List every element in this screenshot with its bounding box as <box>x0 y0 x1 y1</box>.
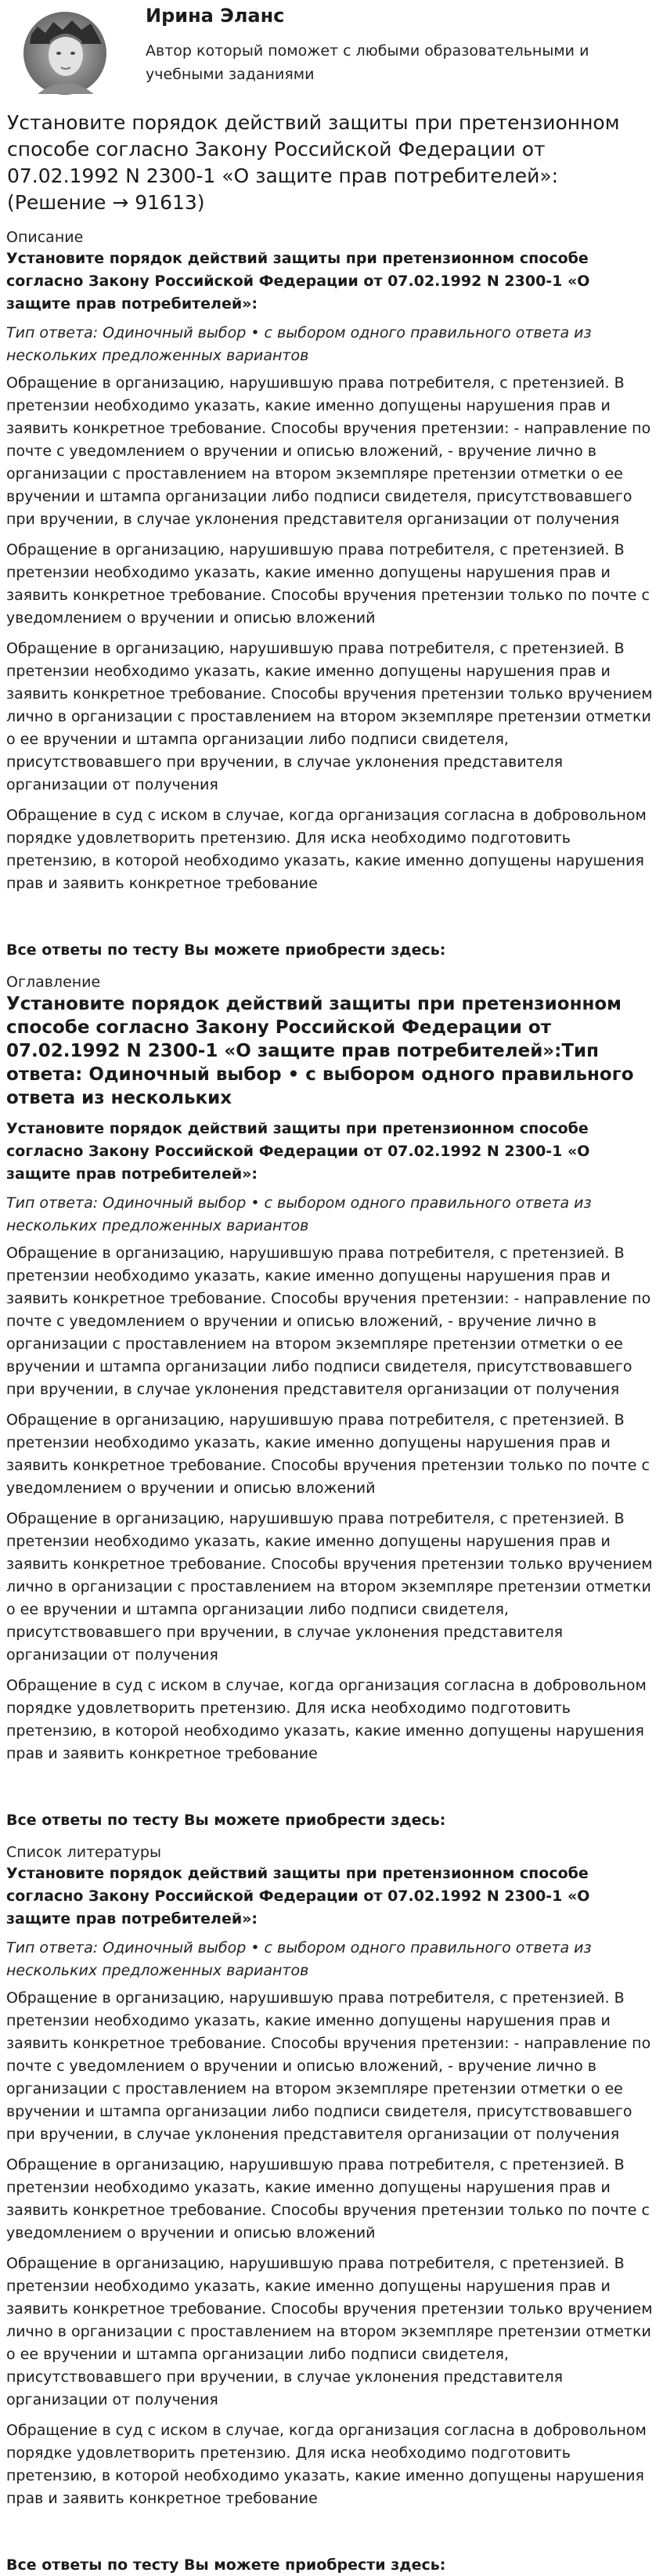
answer-option: Обращение в суд с иском в случае, когда организация согласна в добровольном порядке удовлетворить претензию. Для иска необходимо подготовить претензию, в которой необходимо указать, какие именно допущены нарушения прав и заявить конкретное требование <box>6 2422 647 2507</box>
toc-title: Установите порядок действий защиты при претензионном способе согласно Закону Российской Федерации от 07.02.1992 N 2300-1 «О защите прав потребителей»:Тип ответа: Одиночный выбор • с выбором одного правильного ответа из нескольких <box>6 994 634 1108</box>
question-type: Тип ответа: Одиночный выбор • с выбором одного правильного ответа из нескольких предложенных вариантов <box>6 324 592 364</box>
answer-option: Обращение в организацию, нарушившую права потребителя, с претензией. В претензии необходимо указать, какие именно допущены нарушения прав и заявить конкретное требование. Способы вручения претензии: - направление по почте с уведомлением о вручении и описью вложений, - вручение лично в организации с проставлением на втором экземпляре претензии отметки о ее вручении и штампа организации либо подписи свидетеля, присутствовавшего при вручении, в случае уклонения представителя организации от получения <box>6 1245 651 1398</box>
buy-answers-link[interactable]: Все ответы по тесту Вы можете приобрести здесь: <box>6 941 446 959</box>
question-title: Установите порядок действий защиты при претензионном способе согласно Закону Российской Федерации от 07.02.1992 N 2300-1 «О защите прав потребителей»: <box>6 1865 590 1927</box>
page-title: Установите порядок действий защиты при претензионном способе согласно Закону Российской Федерации от 07.02.1992 N 2300-1 «О защите прав потребителей»: (Решение → 91613) <box>7 111 620 214</box>
section-label-description: Описание <box>6 229 84 246</box>
author-bio: Автор который поможет с любыми образовательными и учебными заданиями <box>146 42 589 83</box>
answer-option: Обращение в организацию, нарушившую права потребителя, с претензией. В претензии необходимо указать, какие именно допущены нарушения прав и заявить конкретное требование. Способы вручения претензии только вручением лично в организации с проставлением на втором экземпляре претензии отметки о ее вручении и штампа организации либо подписи свидетеля, присутствовавшего при вручении, в случае уклонения представителя организации от получения <box>6 1510 653 1664</box>
answer-option: Обращение в суд с иском в случае, когда организация согласна в добровольном порядке удовлетворить претензию. Для иска необходимо подготовить претензию, в которой необходимо указать, какие именно допущены нарушения прав и заявить конкретное требование <box>6 807 647 892</box>
answer-option: Обращение в организацию, нарушившую права потребителя, с претензией. В претензии необходимо указать, какие именно допущены нарушения прав и заявить конкретное требование. Способы вручения претензии только по почте с уведомлением о вручении и описью вложений <box>6 2156 650 2242</box>
question-title: Установите порядок действий защиты при претензионном способе согласно Закону Российской Федерации от 07.02.1992 N 2300-1 «О защите прав потребителей»: <box>6 250 590 313</box>
author-avatar[interactable] <box>14 11 116 96</box>
author-name[interactable]: Ирина Эланс <box>146 5 285 27</box>
buy-answers-link[interactable]: Все ответы по тесту Вы можете приобрести здесь: <box>6 2556 446 2574</box>
answer-option: Обращение в организацию, нарушившую права потребителя, с претензией. В претензии необходимо указать, какие именно допущены нарушения прав и заявить конкретное требование. Способы вручения претензии только по почте с уведомлением о вручении и описью вложений <box>6 1411 650 1497</box>
answer-option: Обращение в организацию, нарушившую права потребителя, с претензией. В претензии необходимо указать, какие именно допущены нарушения прав и заявить конкретное требование. Способы вручения претензии только вручением лично в организации с проставлением на втором экземпляре претензии отметки о ее вручении и штампа организации либо подписи свидетеля, присутствовавшего при вручении, в случае уклонения представителя организации от получения <box>6 640 653 793</box>
answer-option: Обращение в суд с иском в случае, когда организация согласна в добровольном порядке удовлетворить претензию. Для иска необходимо подготовить претензию, в которой необходимо указать, какие именно допущены нарушения прав и заявить конкретное требование <box>6 1677 647 1762</box>
question-type: Тип ответа: Одиночный выбор • с выбором одного правильного ответа из нескольких предложенных вариантов <box>6 1939 592 1979</box>
question-title: Установите порядок действий защиты при претензионном способе согласно Закону Российской Федерации от 07.02.1992 N 2300-1 «О защите прав потребителей»: <box>6 1120 590 1183</box>
section-label-toc: Оглавление <box>6 974 101 991</box>
answer-option: Обращение в организацию, нарушившую права потребителя, с претензией. В претензии необходимо указать, какие именно допущены нарушения прав и заявить конкретное требование. Способы вручения претензии: - направление по почте с уведомлением о вручении и описью вложений, - вручение лично в организации с проставлением на втором экземпляре претензии отметки о ее вручении и штампа организации либо подписи свидетеля, присутствовавшего при вручении, в случае уклонения представителя организации от получения <box>6 374 651 528</box>
question-type: Тип ответа: Одиночный выбор • с выбором одного правильного ответа из нескольких предложенных вариантов <box>6 1194 592 1234</box>
buy-answers-link[interactable]: Все ответы по тесту Вы можете приобрести здесь: <box>6 1812 446 1829</box>
answer-option: Обращение в организацию, нарушившую права потребителя, с претензией. В претензии необходимо указать, какие именно допущены нарушения прав и заявить конкретное требование. Способы вручения претензии только по почте с уведомлением о вручении и описью вложений <box>6 541 650 627</box>
answer-option: Обращение в организацию, нарушившую права потребителя, с претензией. В претензии необходимо указать, какие именно допущены нарушения прав и заявить конкретное требование. Способы вручения претензии только вручением лично в организации с проставлением на втором экземпляре претензии отметки о ее вручении и штампа организации либо подписи свидетеля, присутствовавшего при вручении, в случае уклонения представителя организации от получения <box>6 2255 653 2408</box>
section-label-literature: Список литературы <box>6 1844 161 1861</box>
answer-option: Обращение в организацию, нарушившую права потребителя, с претензией. В претензии необходимо указать, какие именно допущены нарушения прав и заявить конкретное требование. Способы вручения претензии: - направление по почте с уведомлением о вручении и описью вложений, - вручение лично в организации с проставлением на втором экземпляре претензии отметки о ее вручении и штампа организации либо подписи свидетеля, присутствовавшего при вручении, в случае уклонения представителя организации от получения <box>6 1989 651 2143</box>
author-block <box>6 0 655 110</box>
